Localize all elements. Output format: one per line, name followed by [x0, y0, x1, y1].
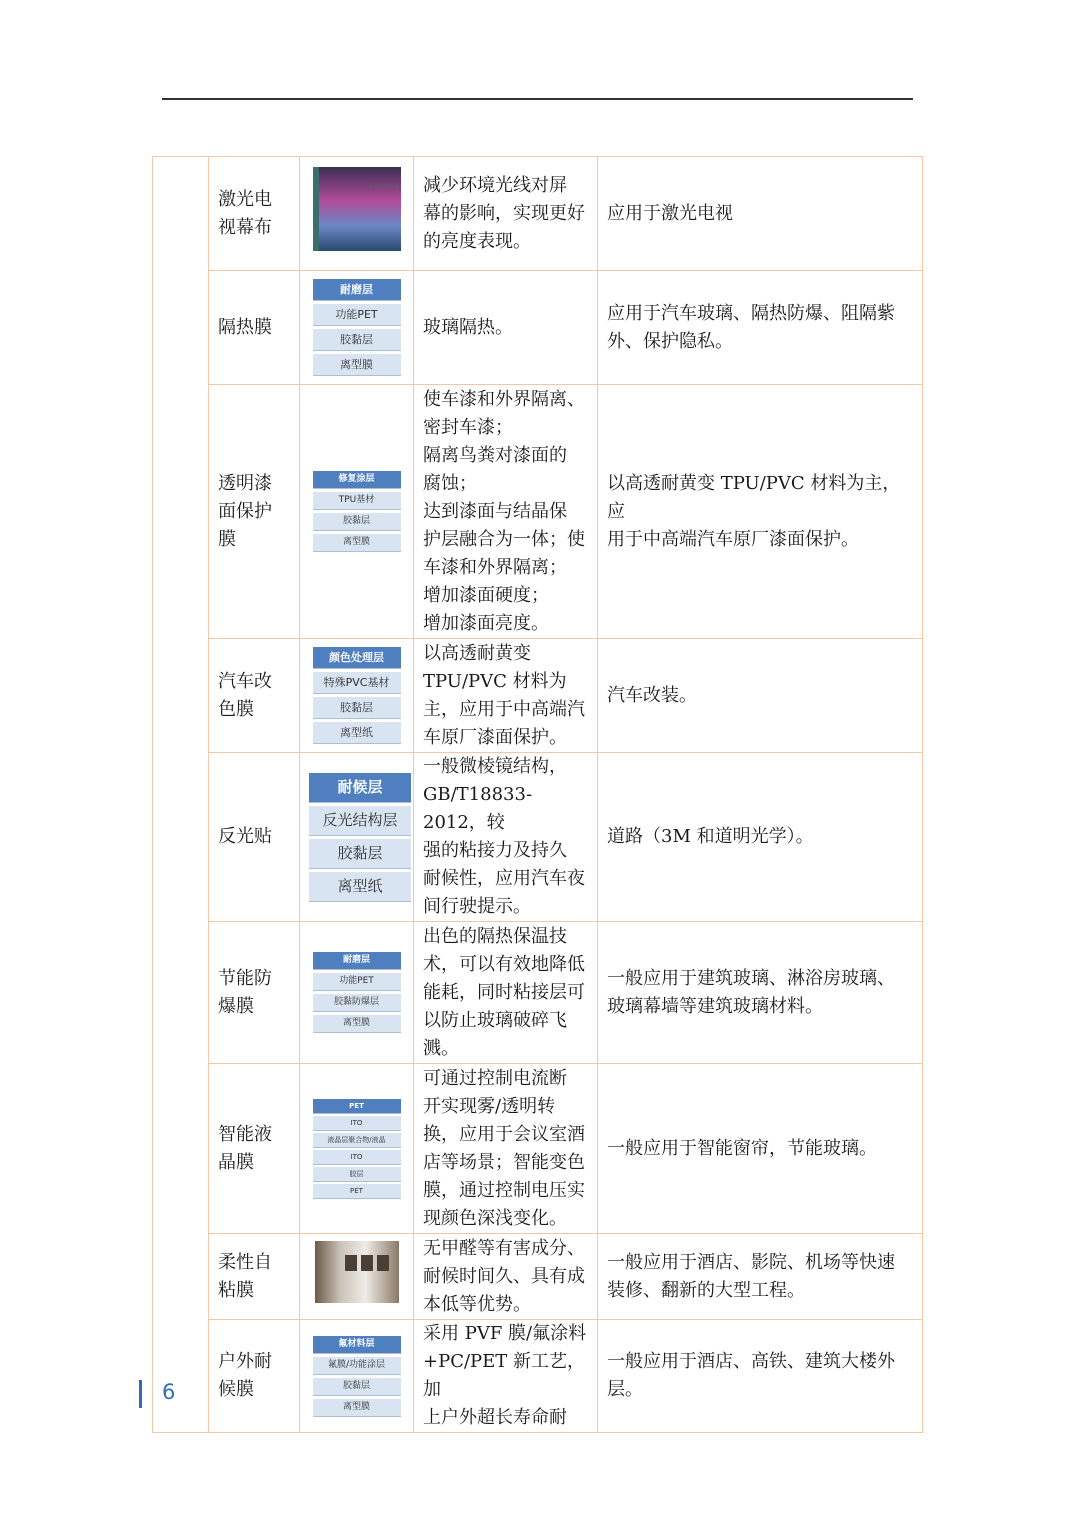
function-text: 无甲醛等有害成分、 耐候时间久、具有成 本低等优势。 [414, 1234, 598, 1320]
application-text: 以高透耐黄变 TPU/PVC 材料为主，应 用于中高端汽车原厂漆面保护。 [598, 385, 923, 639]
photo-detail [361, 1255, 373, 1271]
layer: 胶层 [313, 1167, 401, 1182]
product-name: 激光电 视幕布 [209, 157, 300, 271]
laser-screen-photo [313, 167, 401, 251]
product-name: 透明漆 面保护 膜 [209, 385, 300, 639]
product-image [300, 1064, 414, 1234]
product-name: 反光贴 [209, 753, 300, 922]
function-text: 采用 PVF 膜/氟涂料 +PC/PET 新工艺，加 上户外超长寿命耐 [414, 1320, 598, 1433]
layer: 功能PET [313, 973, 401, 991]
layer: 离型纸 [313, 722, 401, 744]
function-text: 使车漆和外界隔离、 密封车漆； 隔离鸟粪对漆面的 腐蚀； 达到漆面与结晶保 护层融合为一体；使 车漆和外界隔离； 增加漆面硬度； 增加漆面亮度。 [414, 385, 598, 639]
wall-film-photo [315, 1241, 399, 1303]
layer-diagram [313, 952, 401, 1033]
table-row [153, 157, 923, 271]
layer-diagram [309, 773, 411, 902]
application-text: 应用于汽车玻璃、隔热防爆、阻隔紫 外、保护隐私。 [598, 271, 923, 385]
application-text: 应用于激光电视 [598, 157, 923, 271]
product-image [300, 639, 414, 753]
table-row [153, 385, 923, 639]
layer: 离型膜 [313, 1015, 401, 1033]
page-number: 6 [162, 1380, 176, 1404]
photo-caption: 专业抗光幕布 [368, 184, 399, 190]
layer: 离型纸 [309, 872, 411, 902]
page-number-bar [139, 1380, 142, 1408]
table-row [153, 922, 923, 1064]
header-rule [162, 98, 913, 100]
product-image [300, 385, 414, 639]
layer: 氟材料层 [313, 1336, 401, 1354]
category-cell [153, 157, 209, 1433]
product-image [300, 157, 414, 271]
table-row [153, 639, 923, 753]
application-text: 一般应用于建筑玻璃、淋浴房玻璃、 玻璃幕墙等建筑玻璃材料。 [598, 922, 923, 1064]
layer: 耐候层 [309, 773, 411, 803]
layer: 耐磨层 [313, 952, 401, 970]
function-text: 玻璃隔热。 [414, 271, 598, 385]
layer: 颜色处理层 [313, 647, 401, 669]
product-image [300, 753, 414, 922]
product-name: 柔性自 粘膜 [209, 1234, 300, 1320]
layer: 离型膜 [313, 354, 401, 376]
table-row [153, 271, 923, 385]
layer: 离型膜 [313, 1399, 401, 1417]
layer: 胶黏层 [313, 513, 401, 531]
product-name: 户外耐 候膜 [209, 1320, 300, 1433]
function-text: 出色的隔热保温技 术，可以有效地降低 能耗，同时粘接层可 以防止玻璃破碎飞 溅。 [414, 922, 598, 1064]
layer: PET [313, 1099, 401, 1114]
function-text: 一般微棱镜结构， GB/T18833-2012，较 强的粘接力及持久 耐候性，应用汽车夜 间行驶提示。 [414, 753, 598, 922]
table-row [153, 1064, 923, 1234]
application-text: 一般应用于酒店、影院、机场等快速 装修、翻新的大型工程。 [598, 1234, 923, 1320]
layer: 胶黏层 [313, 697, 401, 719]
layer: TPU基材 [313, 492, 401, 510]
product-table [152, 156, 923, 1433]
layer: 氟膜/功能涂层 [313, 1357, 401, 1375]
product-image [300, 922, 414, 1064]
layer: PET [313, 1184, 401, 1199]
layer: 离型膜 [313, 534, 401, 552]
application-text: 一般应用于酒店、高铁、建筑大楼外 层。 [598, 1320, 923, 1433]
application-text: 汽车改装。 [598, 639, 923, 753]
layer: 反光结构层 [309, 806, 411, 836]
layer-diagram [313, 471, 401, 552]
layer: 耐磨层 [313, 279, 401, 301]
layer: 胶黏防爆层 [313, 994, 401, 1012]
table-row [153, 753, 923, 922]
function-text: 以高透耐黄变 TPU/PVC 材料为 主，应用于中高端汽 车原厂漆面保护。 [414, 639, 598, 753]
product-image [300, 1234, 414, 1320]
layer: 修复涂层 [313, 471, 401, 489]
application-text: 道路（3M 和道明光学）。 [598, 753, 923, 922]
photo-detail [345, 1255, 357, 1271]
application-text: 一般应用于智能窗帘，节能玻璃。 [598, 1064, 923, 1234]
product-name: 节能防 爆膜 [209, 922, 300, 1064]
layer-diagram [313, 647, 401, 744]
photo-detail [377, 1255, 389, 1271]
layer-diagram [313, 1099, 401, 1199]
function-text: 可通过控制电流断 开实现雾/透明转 换，应用于会议室酒 店等场景；智能变色 膜，通过控制电压实 现颜色深浅变化。 [414, 1064, 598, 1234]
function-text: 减少环境光线对屏 幕的影响，实现更好 的亮度表现。 [414, 157, 598, 271]
layer: 胶黏层 [313, 329, 401, 351]
layer: 胶黏层 [309, 839, 411, 869]
product-name: 汽车改 色膜 [209, 639, 300, 753]
product-name: 智能液 晶膜 [209, 1064, 300, 1234]
layer: 功能PET [313, 304, 401, 326]
product-name: 隔热膜 [209, 271, 300, 385]
layer-diagram [313, 1336, 401, 1417]
table-row [153, 1234, 923, 1320]
layer-diagram [313, 279, 401, 376]
layer: ITO [313, 1150, 401, 1165]
layer: 特殊PVC基材 [313, 672, 401, 694]
product-image [300, 1320, 414, 1433]
layer: ITO [313, 1116, 401, 1131]
layer: 胶黏层 [313, 1378, 401, 1396]
layer: 液晶层聚合物/液晶 [313, 1133, 401, 1148]
product-image [300, 271, 414, 385]
table-row [153, 1320, 923, 1433]
